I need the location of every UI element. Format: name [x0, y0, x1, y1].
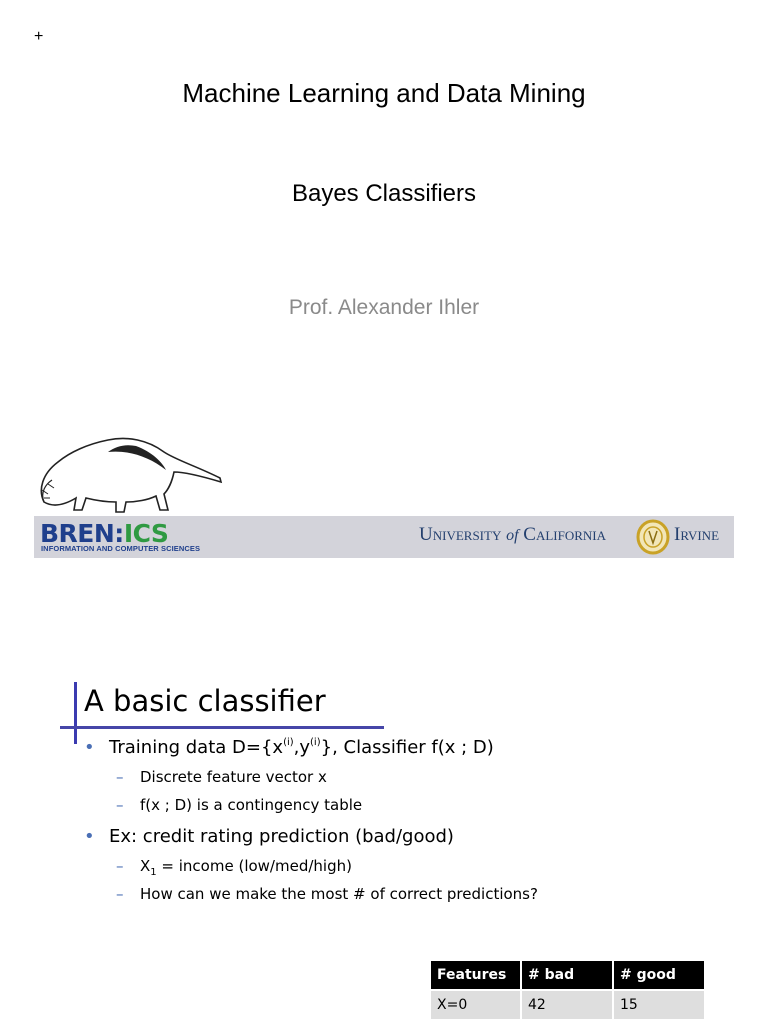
slide-title-main: Machine Learning and Data Mining	[182, 78, 586, 108]
sub-bullet-text: f(x ; D) is a contingency table	[140, 796, 363, 814]
anteater-logo	[36, 432, 226, 514]
uci-wordmark-part1: University	[419, 524, 507, 545]
title-accent-horizontal	[60, 726, 384, 729]
author-name: Prof. Alexander Ihler	[288, 296, 480, 319]
bren-ics-subtitle: INFORMATION AND COMPUTER SCIENCES	[41, 544, 201, 553]
dash-icon: –	[116, 768, 124, 786]
bullet-icon: •	[84, 737, 95, 758]
sub-bullet-text: How can we make the most # of correct predictions?	[140, 885, 538, 903]
dash-icon: –	[116, 796, 124, 814]
table-row	[431, 991, 706, 1021]
sub-bullet-item	[116, 885, 676, 905]
bullet-item	[84, 737, 684, 761]
uci-seal-icon	[636, 519, 670, 555]
dash-icon: –	[116, 885, 124, 903]
table-header-row	[431, 961, 706, 991]
table-header-cell: Features	[431, 961, 522, 991]
table-cell: 42	[522, 991, 614, 1021]
bren-logo-part1: BREN:	[40, 519, 124, 548]
uci-wordmark-of: of	[506, 527, 519, 544]
sub-bullet-item	[116, 857, 676, 879]
slide-marker: +	[34, 28, 44, 45]
table-header-cell: # bad	[522, 961, 614, 991]
bren-logo-part2: ICS	[123, 519, 169, 548]
bullet-text: Ex: credit rating prediction (bad/good)	[109, 826, 454, 847]
title-accent-vertical	[74, 682, 77, 744]
uci-wordmark-irvine: Irvine	[674, 524, 720, 545]
table-cell: 15	[614, 991, 706, 1021]
table-header-cell: # good	[614, 961, 706, 991]
bullet-icon: •	[84, 826, 95, 847]
uci-wordmark	[419, 524, 606, 546]
sub-bullet-item	[116, 768, 676, 788]
slide-subtitle: Bayes Classifiers	[291, 180, 477, 207]
uci-wordmark-part2: California	[518, 524, 607, 545]
sub-bullet-text: $X_1$ = income (low/med/high)	[140, 857, 352, 878]
bullet-item	[84, 826, 684, 850]
sub-bullet-item	[116, 796, 676, 816]
dash-icon: –	[116, 857, 124, 875]
university-banner	[34, 516, 734, 558]
table-cell: X=0	[431, 991, 522, 1021]
slide-title: A basic classifier	[84, 684, 326, 718]
sub-bullet-text: Discrete feature vector x	[140, 768, 327, 786]
contingency-table	[431, 961, 706, 1021]
bullet-text: Training data $D=\{x^{(i)},y^{(i)}\}$, Classifier f(x ; D)	[109, 737, 494, 758]
